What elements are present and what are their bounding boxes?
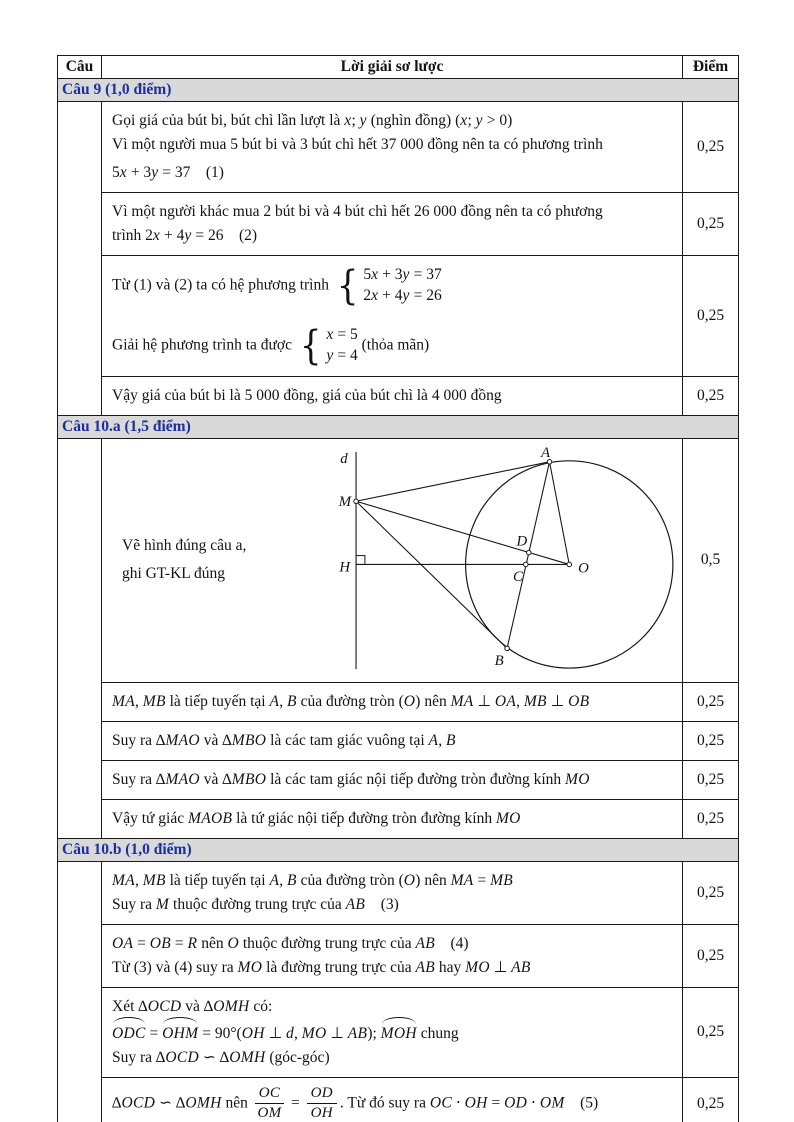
math-run: ∆MAO	[155, 770, 200, 788]
text-run: ,	[279, 871, 287, 889]
solution-cell	[102, 376, 683, 415]
math-var: OB	[149, 934, 172, 952]
math-run: MO ⊥ AB	[465, 958, 531, 976]
math-run: (x; y > 0)	[455, 112, 513, 129]
solution-cell	[102, 924, 683, 987]
math-var: AB	[347, 1024, 368, 1042]
math-var: B	[286, 692, 297, 710]
fraction	[307, 1085, 337, 1122]
section-title: Câu 10.b (1,0 điểm)	[58, 838, 739, 861]
system-line: 2x + 4y = 26	[363, 287, 442, 304]
math-run	[112, 693, 135, 710]
text-run: Vì một người mua 5 bút bi và 3 bút chì hết 37 000 đồng nên ta có phương trình	[112, 136, 603, 154]
solution-line	[112, 869, 674, 893]
section-header-row	[58, 415, 739, 438]
math-var: A	[428, 731, 439, 749]
math-var: B	[286, 871, 297, 889]
section-header-row	[58, 838, 739, 861]
math-run: OA = OB = R	[112, 934, 198, 952]
text-run: nên	[221, 1094, 252, 1112]
math-run: =	[145, 1024, 163, 1042]
solution-line	[112, 224, 674, 248]
fraction-denominator	[311, 1104, 333, 1122]
math-run: =	[287, 1094, 304, 1112]
math-var: x	[371, 266, 379, 284]
solution-line	[112, 200, 674, 224]
math-var: R	[187, 934, 198, 952]
text-run: Suy ra	[112, 1048, 156, 1066]
math-var: MB	[523, 692, 547, 710]
math-run	[360, 112, 367, 129]
math-var: y	[402, 266, 410, 284]
solution-row	[58, 256, 739, 377]
math-run: (4)	[174, 958, 193, 976]
solution-line	[112, 323, 674, 369]
points-cell: 0,25	[683, 924, 739, 987]
solution-line	[112, 263, 674, 309]
text-run: ;	[351, 112, 360, 129]
math-var: MB	[142, 692, 166, 710]
math-var: MO	[565, 770, 590, 788]
math-run: ∆OCD ∽ ∆OMH	[112, 1094, 222, 1112]
left-brace-icon: {	[299, 322, 322, 369]
math-var: MBO	[231, 731, 267, 749]
question-number-cell	[58, 102, 102, 416]
text-run: ,	[134, 871, 143, 889]
label-D: D	[516, 533, 528, 550]
text-run: là các tam giác nội tiếp đường tròn đường kính	[266, 770, 566, 788]
points-cell: 0,5	[683, 438, 739, 682]
math-run	[188, 810, 232, 827]
fraction-denominator	[257, 1104, 281, 1122]
solution-row	[58, 376, 739, 415]
math-var: MO	[495, 809, 521, 827]
solution-cell	[102, 987, 683, 1077]
solution-line	[112, 932, 674, 956]
hat-arc-icon	[382, 1017, 416, 1024]
math-var: y	[475, 112, 483, 129]
points-cell: 0,25	[683, 987, 739, 1077]
math-var: O	[403, 692, 416, 710]
math-var: OD	[504, 1094, 528, 1112]
math-var: OD	[310, 1084, 333, 1101]
text-run: và	[151, 958, 175, 976]
figure-caption-line1: Vẽ hình đúng câu a,	[122, 537, 247, 555]
section-header-row	[58, 79, 739, 102]
math-run	[415, 959, 435, 976]
table-header-row	[58, 56, 739, 79]
text-run: . Từ đó suy ra	[339, 1094, 430, 1112]
point-O	[567, 562, 572, 567]
figure-caption-line2: ghi GT-KL đúng	[122, 565, 226, 583]
solution-row	[58, 760, 739, 799]
angle-with-hat	[112, 1019, 146, 1046]
math-var: OCD	[121, 1094, 156, 1112]
text-run: Từ	[112, 276, 134, 294]
math-run	[287, 872, 297, 889]
math-var: y	[326, 346, 334, 364]
math-run: (O)	[398, 871, 421, 889]
math-run	[287, 693, 297, 710]
math-run	[429, 732, 439, 749]
text-run: là tứ giác nội tiếp đường tròn đường kính	[232, 809, 496, 827]
angle-with-hat	[162, 1019, 198, 1046]
math-run: = 90°(OH ⊥ d, MO ⊥ AB);	[198, 1024, 381, 1042]
math-run: ∆OMH	[203, 997, 250, 1015]
text-run: Suy ra	[112, 770, 156, 788]
answer-key-table	[57, 55, 739, 1122]
math-var: OMH	[229, 1048, 266, 1066]
label-H: H	[339, 559, 351, 576]
math-run	[112, 872, 135, 889]
math-run	[227, 935, 239, 952]
system-line: y = 4	[326, 346, 358, 364]
math-run: 2x + 4y = 26 (2)	[145, 227, 258, 245]
math-var: B	[446, 731, 456, 749]
math-var: MA	[112, 692, 135, 710]
solution-cell	[102, 682, 683, 721]
text-run: và	[199, 770, 223, 788]
math-var: A	[269, 871, 280, 889]
solution-row	[58, 1077, 739, 1122]
text-run: ta có hệ phương trình	[192, 276, 333, 294]
solution-row	[58, 987, 739, 1077]
solution-line	[112, 893, 674, 917]
solution-row	[58, 799, 739, 838]
math-run	[565, 771, 590, 788]
math-var: y	[151, 164, 159, 182]
math-var: MA	[450, 871, 474, 889]
system-line: 5x + 3y = 37	[363, 266, 442, 284]
points-cell: 0,25	[683, 1077, 739, 1122]
solution-line	[112, 1046, 674, 1070]
math-run	[446, 732, 456, 749]
text-run: Vì một người khác mua 2 bút bi và 4 bút chì hết 26 000 đồng nên ta có phương	[112, 203, 603, 221]
math-var: AB	[415, 958, 436, 976]
point-M	[354, 499, 359, 504]
math-var: x	[344, 112, 352, 129]
math-run: AB (3)	[345, 895, 399, 913]
angle-with-hat	[381, 1019, 417, 1046]
math-run: ∆MBO	[222, 731, 267, 749]
text-run: Gọi giá của bút bi, bút chì lần lượt là	[112, 112, 345, 129]
math-var: OM	[257, 1105, 282, 1122]
math-var: OC	[429, 1094, 452, 1112]
points-cell: 0,25	[683, 256, 739, 377]
solution-cell	[102, 799, 683, 838]
math-var: MB	[142, 871, 166, 889]
math-var: MAO	[165, 731, 200, 749]
text-run: là tiếp tuyến tại	[165, 692, 270, 710]
math-var: y	[402, 287, 410, 304]
math-var: MA	[450, 692, 474, 710]
math-run	[156, 896, 169, 913]
math-var: x	[371, 287, 379, 304]
math-run: ∆OCD ∽ ∆OMH	[155, 1048, 266, 1066]
section-title: Câu 9 (1,0 điểm)	[58, 79, 739, 102]
math-run: ∆MAO	[155, 731, 200, 749]
text-run: (thỏa mãn)	[357, 336, 430, 354]
math-var: O	[227, 934, 239, 952]
math-var: OA	[494, 692, 517, 710]
points-cell: 0,25	[683, 721, 739, 760]
system-lines	[326, 325, 357, 367]
text-run: Suy ra	[112, 731, 156, 749]
segment-MA	[356, 462, 549, 501]
math-var: AB	[345, 895, 366, 913]
text-run: và	[199, 731, 223, 749]
text-run: Vậy giá của bút bi là 5 000 đồng, giá của bút chì là 4 000 đồng	[112, 386, 502, 404]
hat-arc-icon	[113, 1017, 145, 1024]
math-run	[143, 693, 166, 710]
math-var: OH	[464, 1094, 488, 1112]
point-B	[505, 646, 510, 651]
math-var: OH	[241, 1024, 265, 1042]
equation-system	[298, 322, 358, 369]
math-var: ODC	[112, 1024, 146, 1042]
text-run: trình	[112, 227, 146, 245]
header-solution: Lời giải sơ lược	[102, 56, 683, 79]
points-cell: 0,25	[683, 682, 739, 721]
section-title: Câu 10.a (1,5 điểm)	[58, 415, 739, 438]
solution-row	[58, 682, 739, 721]
math-var: OB	[568, 692, 590, 710]
left-brace-icon: {	[336, 263, 359, 309]
text-run: có:	[249, 997, 273, 1015]
equation-system	[335, 265, 442, 307]
points-cell: 0,25	[683, 102, 739, 193]
math-var: OHM	[162, 1024, 199, 1042]
text-run: và	[151, 276, 175, 294]
solution-line	[112, 133, 674, 157]
math-var: AB	[415, 934, 436, 952]
math-var: AB	[511, 958, 531, 976]
solution-row	[58, 102, 739, 193]
solution-line	[112, 1085, 674, 1122]
math-var: M	[155, 895, 170, 913]
points-cell: 0,25	[683, 376, 739, 415]
label-M: M	[338, 493, 352, 510]
math-var: MAO	[165, 770, 200, 788]
solution-line	[112, 384, 674, 408]
math-run: MA ⊥ OA	[450, 692, 517, 710]
solution-line	[112, 995, 674, 1019]
solution-row	[58, 924, 739, 987]
solution-cell	[102, 256, 683, 377]
label-C: C	[512, 569, 523, 586]
fraction-numerator	[255, 1085, 284, 1104]
solution-cell	[102, 721, 683, 760]
solution-cell	[102, 102, 683, 193]
text-run: thuộc đường trung trực của	[238, 934, 416, 952]
math-var: OMH	[185, 1094, 222, 1112]
math-var: MO	[465, 958, 490, 976]
text-run: của đường tròn	[296, 692, 399, 710]
math-var: MAOB	[187, 809, 233, 827]
text-run: của đường tròn	[296, 871, 399, 889]
math-run: (2)	[174, 276, 193, 294]
text-run: Giải hệ phương trình ta được	[112, 336, 296, 354]
math-var: MO	[301, 1024, 327, 1042]
math-var: OCD	[165, 1048, 200, 1066]
right-angle-mark	[356, 555, 365, 564]
solution-line	[112, 161, 674, 185]
math-run	[496, 810, 521, 827]
solution-row	[58, 438, 739, 682]
math-var: OM	[539, 1094, 565, 1112]
math-run: ∆MBO	[222, 770, 267, 788]
math-run: ∆OCD	[138, 997, 182, 1015]
text-run: nên	[420, 692, 451, 710]
math-run: (3)	[133, 958, 152, 976]
text-run: là tiếp tuyến tại	[165, 871, 270, 889]
math-var: A	[269, 692, 280, 710]
text-run: là các tam giác vuông tại	[266, 731, 429, 749]
math-var: x	[119, 164, 127, 182]
math-var: y	[359, 112, 367, 129]
text-run: ,	[438, 731, 447, 749]
hat-arc-icon	[163, 1017, 197, 1024]
math-run	[269, 693, 279, 710]
text-run: ,	[134, 692, 143, 710]
text-run: ,	[279, 692, 287, 710]
solution-row	[58, 721, 739, 760]
solution-line	[112, 109, 674, 133]
solution-cell	[102, 861, 683, 924]
math-run: OC ⋅ OH = OD ⋅ OM (5)	[429, 1094, 599, 1112]
figure-container	[112, 446, 674, 675]
math-run: MA = MB	[450, 871, 514, 889]
solution-cell	[102, 193, 683, 256]
question-number-cell	[58, 861, 102, 1122]
math-var: y	[184, 227, 192, 245]
points-cell: 0,25	[683, 861, 739, 924]
math-var: x	[152, 227, 161, 245]
fraction	[255, 1085, 284, 1122]
label-O: O	[578, 560, 589, 577]
text-run: chung	[416, 1024, 459, 1042]
math-var: O	[403, 871, 416, 889]
math-var: MOH	[380, 1024, 417, 1042]
text-run: Xét	[112, 997, 139, 1015]
math-var: OC	[258, 1084, 281, 1101]
header-cau: Câu	[58, 56, 102, 79]
text-run: là đường trung trực của	[262, 958, 416, 976]
math-var: x	[460, 112, 468, 129]
math-var: MA	[112, 871, 135, 889]
math-run	[238, 959, 263, 976]
math-var: OCD	[147, 997, 182, 1015]
solution-cell	[102, 438, 683, 682]
math-run	[269, 872, 279, 889]
text-run: (góc-góc)	[265, 1048, 330, 1066]
text-run: thuộc đường trung trực của	[169, 895, 346, 913]
solution-cell	[102, 1077, 683, 1122]
math-run	[143, 872, 166, 889]
figure-caption	[112, 532, 334, 588]
math-run: MB ⊥ OB	[523, 692, 590, 710]
math-var: x	[326, 325, 334, 343]
solution-line	[112, 768, 674, 792]
segment-AO	[550, 462, 570, 565]
math-run: (O)	[398, 692, 421, 710]
text-run: nên	[197, 934, 228, 952]
text-run: suy ra	[192, 958, 238, 976]
text-run: nên	[420, 871, 451, 889]
points-cell: 0,25	[683, 760, 739, 799]
circle-tangent-diagram	[334, 446, 690, 675]
label-B: B	[494, 652, 504, 669]
math-var: OMH	[213, 997, 250, 1015]
fraction-numerator	[307, 1085, 337, 1104]
label-d: d	[340, 450, 348, 467]
text-run: Vậy tứ giác	[112, 809, 188, 827]
header-diem: Điểm	[683, 56, 739, 79]
math-var: MO	[237, 958, 263, 976]
system-lines	[363, 265, 441, 307]
math-var: d	[285, 1024, 295, 1042]
text-run: (nghìn đồng)	[366, 112, 456, 129]
points-cell: 0,25	[683, 193, 739, 256]
solution-row	[58, 193, 739, 256]
solution-line	[112, 690, 674, 714]
solution-line	[112, 729, 674, 753]
solution-cell	[102, 760, 683, 799]
system-line: x = 5	[326, 325, 358, 343]
solution-row	[58, 861, 739, 924]
math-var: MB	[490, 871, 514, 889]
math-var: MBO	[231, 770, 267, 788]
solution-line	[112, 1019, 674, 1046]
text-run: và	[181, 997, 204, 1015]
text-run: Từ	[112, 958, 134, 976]
text-run: ,	[516, 692, 524, 710]
point-D	[527, 550, 532, 555]
math-var: OA	[112, 934, 134, 952]
point-C	[524, 562, 529, 567]
text-run: hay	[435, 958, 466, 976]
question-number-cell	[58, 438, 102, 838]
geometry-figure	[334, 446, 690, 675]
math-run: (1)	[133, 276, 152, 294]
solution-line	[112, 807, 674, 831]
text-run: Suy ra	[112, 895, 156, 913]
points-cell: 0,25	[683, 799, 739, 838]
math-var: OH	[310, 1105, 333, 1122]
solution-line	[112, 956, 674, 980]
label-A: A	[541, 445, 551, 461]
math-run: 5x + 3y = 37 (1)	[112, 164, 224, 182]
math-run: AB (4)	[415, 934, 469, 952]
